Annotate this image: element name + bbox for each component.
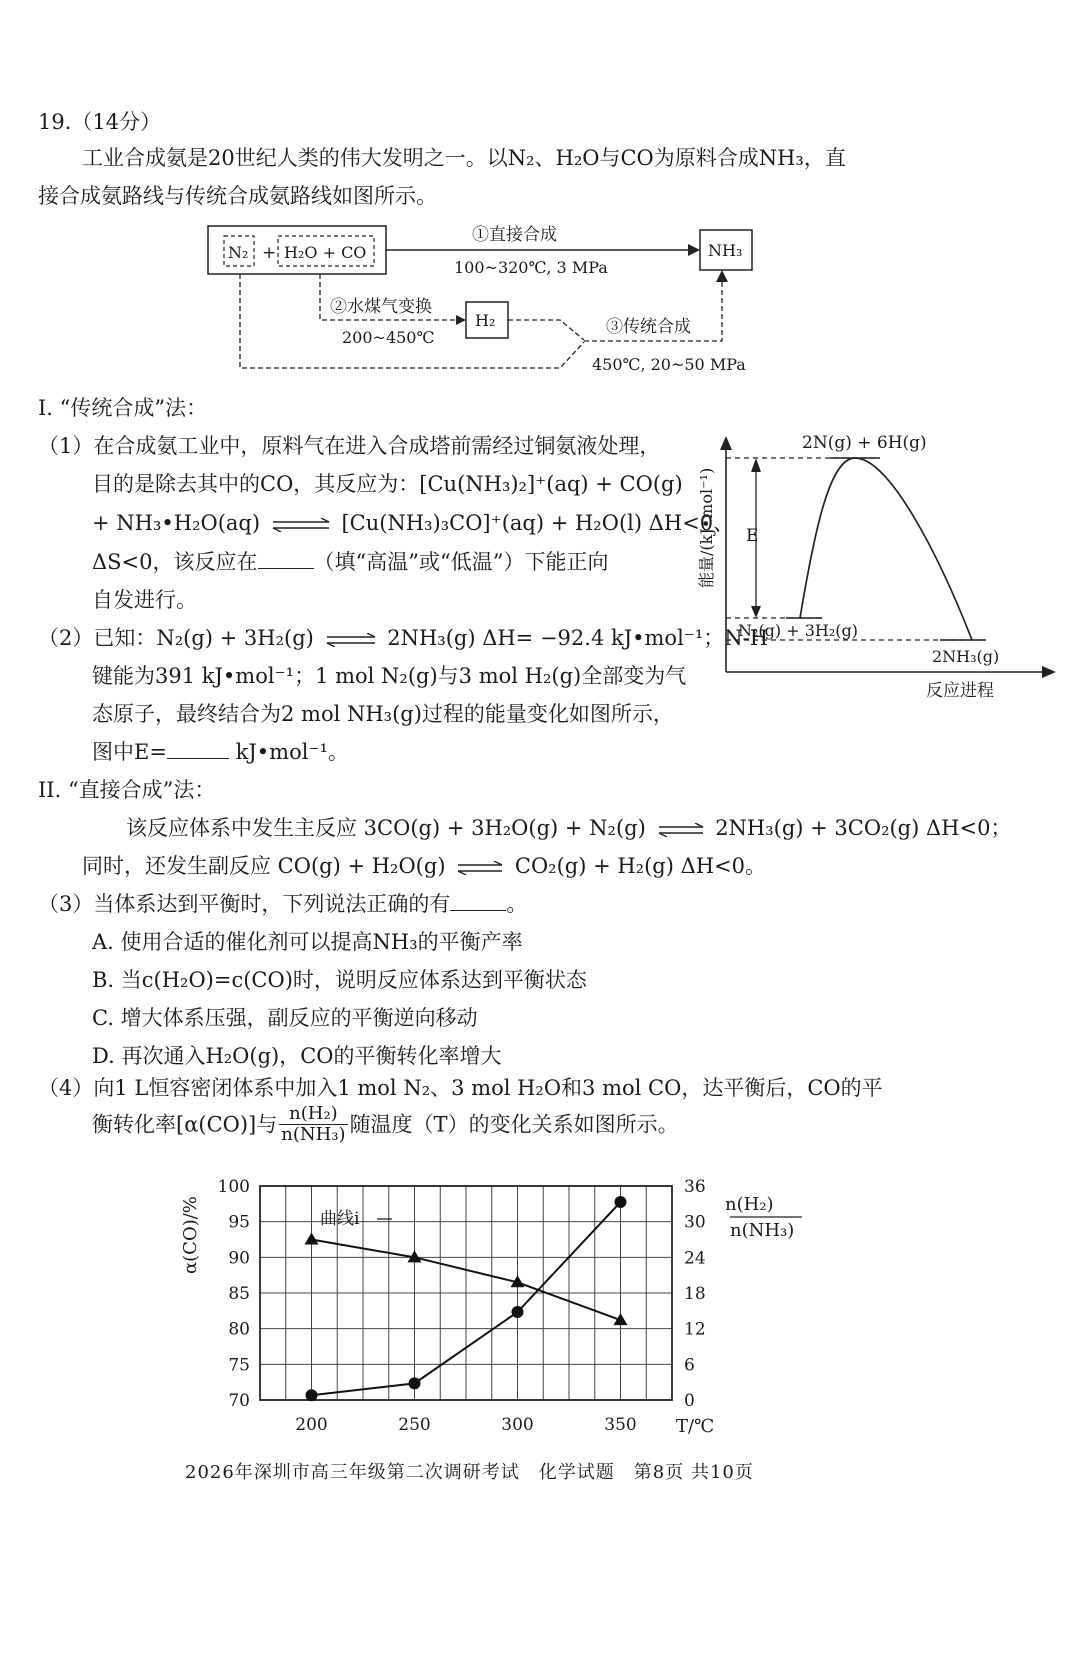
q4-frac-den: n(NH₃) [281,1124,346,1145]
q1-line-3a: + NH₃•H₂O(aq) [92,511,261,535]
q3-prompt [38,884,527,924]
y-right-tick-label: 0 [684,1391,695,1411]
intro-line-1: 工业合成氨是20世纪人类的伟大发明之一。以N₂、H₂O与CO为原料合成NH₃，直 [82,146,846,170]
q4-line-2a: 衡转化率[α(CO)]与 [92,1112,278,1137]
end-level-label: 2NH₃(g) [932,647,1000,666]
h2o-co-label: H₂O + CO [284,243,367,262]
nh3-label: NH₃ [708,241,743,260]
start-level-label: N₂(g) + 3H₂(g) [738,621,858,640]
route3-label: ③传统合成 [606,317,691,337]
y-left-tick-label: 75 [228,1355,250,1376]
data-point-triangle [305,1233,319,1245]
y-right-tick-label: 36 [684,1177,706,1197]
q3-answer-blank[interactable] [450,892,506,911]
chart-tick-labels [218,1177,706,1435]
chart-y-right-label-num: n(H₂) [725,1194,774,1215]
route3-conditions: 450℃, 20~50 MPa [592,355,746,374]
q1-line-5: 自发进行。 [92,588,197,612]
y-left-tick-label: 95 [228,1212,250,1233]
q2-line-4 [92,732,349,772]
route1-label: ①直接合成 [472,225,557,245]
curve-i-label: 曲线i [320,1209,360,1229]
q1-answer-blank[interactable] [258,550,314,569]
q3-option-b[interactable]: B. 当c(H₂O)=c(CO)时，说明反应体系达到平衡状态 [92,968,587,992]
e-label: E [746,526,759,546]
y-left-tick-label: 80 [228,1319,250,1340]
q2-answer-blank[interactable] [167,740,229,759]
q4-frac-num: n(H₂) [279,1104,347,1125]
question-number: 19.（14分） [38,110,162,134]
route3-path-n2 [240,274,584,368]
q2-line-1b: 2NH₃(g) ΔH= −92.4 kJ•mol⁻¹；N-H [387,626,769,650]
section2-line-1a: 该反应体系中发生主反应 3CO(g) + 3H₂O(g) + N₂(g) [126,816,646,840]
q4-fraction [279,1104,347,1145]
q1-line-4 [92,542,608,582]
y-right-tick-label: 18 [684,1284,706,1304]
x-tick-label: 250 [398,1415,431,1435]
q3-prompt-end: 。 [506,892,528,916]
y-right-tick-label: 12 [684,1319,706,1340]
chart-y-left-label: α(CO)/% [180,1196,201,1274]
y-left-tick-label: 70 [228,1391,250,1411]
section2-line-2 [82,846,766,886]
top-level-label: 2N(g) + 6H(g) [802,433,927,453]
route2-label: ②水煤气变换 [330,297,432,317]
q2-line-1a: （2）已知：N₂(g) + 3H₂(g) [38,626,314,650]
q1-line-4b: （填“高温”或“低温”）下能正向 [313,550,609,574]
q3-option-d[interactable]: D. 再次通入H₂O(g)，CO的平衡转化率增大 [92,1044,502,1068]
data-point-circle [615,1196,627,1208]
energy-diagram [690,428,1065,710]
q2-line-3: 态原子，最终结合为2 mol NH₃(g)过程的能量变化如图所示， [92,702,674,726]
n2-label: N₂ [228,243,249,262]
equilibrium-arrow-icon [271,518,331,532]
y-left-tick-label: 85 [228,1284,250,1304]
y-right-tick-label: 30 [684,1212,706,1233]
q4-line-2b: 随温度（T）的变化关系如图所示。 [349,1112,679,1137]
route2-conditions: 200~450℃ [342,328,435,347]
q4-line-2 [92,1104,679,1145]
x-tick-label: 200 [295,1415,328,1435]
section2-line-2a: 同时，还发生副反应 CO(g) + H₂O(g) [82,854,446,878]
equilibrium-arrow-icon [657,823,705,837]
q1-line-3 [92,503,734,543]
page-footer: 2026年深圳市高三年级第二次调研考试 化学试题 第8页 共10页 [185,1462,754,1483]
data-point-circle [512,1306,524,1318]
q2-line-4b: kJ•mol⁻¹。 [235,740,349,764]
section1-title: I. “传统合成”法： [38,396,208,420]
energy-x-axis-arrowhead [1042,666,1056,678]
q4-line-1: （4）向1 L恒容密闭体系中加入1 mol N₂、3 mol H₂O和3 mol CO，达平衡后，CO的平 [38,1076,883,1100]
intro-line-2: 接合成氨路线与传统合成氨路线如图所示。 [38,184,437,208]
h2-label: H₂ [475,311,496,330]
section2-title: II. “直接合成”法： [38,778,216,802]
route1-arrowhead [688,244,700,256]
chart-x-label: T/℃ [676,1416,715,1437]
synthesis-route-diagram [200,216,780,386]
y-left-tick-label: 90 [228,1248,250,1269]
q3-prompt-text: （3）当体系达到平衡时，下列说法正确的有 [38,892,451,916]
e-arrow-up-head [751,458,761,472]
y-right-tick-label: 24 [684,1248,706,1269]
q2-line-2: 键能为391 kJ•mol⁻¹；1 mol N₂(g)与3 mol H₂(g)全部变为气 [92,664,687,688]
equilibrium-arrow-icon [456,861,504,875]
y-left-tick-label: 100 [217,1177,250,1197]
q1-line-1: （1）在合成氨工业中，原料气在进入合成塔前需经过铜氨液处理， [38,434,661,458]
energy-x-label: 反应进程 [926,681,994,701]
q1-line-3b: [Cu(NH₃)₃CO]⁺(aq) + H₂O(l) ΔH<0、 [341,511,735,535]
section2-line-2b: CO₂(g) + H₂(g) ΔH<0。 [514,854,767,878]
data-point-circle [306,1389,318,1401]
y-right-tick-label: 6 [684,1355,695,1376]
section2-line-1b: 2NH₃(g) + 3CO₂(g) ΔH<0； [715,816,1012,840]
route1-conditions: 100~320℃, 3 MPa [454,258,608,277]
x-tick-label: 300 [501,1415,534,1435]
data-point-circle [409,1377,421,1389]
route3-arrowhead [716,270,728,282]
energy-y-axis-arrowhead [720,436,732,450]
q2-line-4a: 图中E= [92,740,167,764]
plus-sign: + [262,243,277,263]
conversion-chart [170,1170,820,1445]
section2-line-1 [126,808,1011,848]
q1-line-2: 目的是除去其中的CO，其反应为：[Cu(NH₃)₂]⁺(aq) + CO(g) [92,472,683,496]
route2-arrowhead [456,315,466,325]
q3-option-c[interactable]: C. 增大体系压强，副反应的平衡逆向移动 [92,1006,478,1030]
x-tick-label: 350 [604,1415,637,1435]
e-arrow-down-head [751,606,761,618]
route3-path-h2 [508,320,584,340]
energy-curve [800,458,972,640]
q1-line-4a: ΔS<0，该反应在 [92,550,258,574]
energy-y-label: 能量/(kJ•mol⁻¹) [697,467,716,588]
q2-line-1 [38,618,768,658]
chart-y-right-label-den: n(NH₃) [730,1220,795,1241]
q3-option-a[interactable]: A. 使用合适的催化剂可以提高NH₃的平衡产率 [92,930,523,954]
equilibrium-arrow-icon [325,633,377,647]
